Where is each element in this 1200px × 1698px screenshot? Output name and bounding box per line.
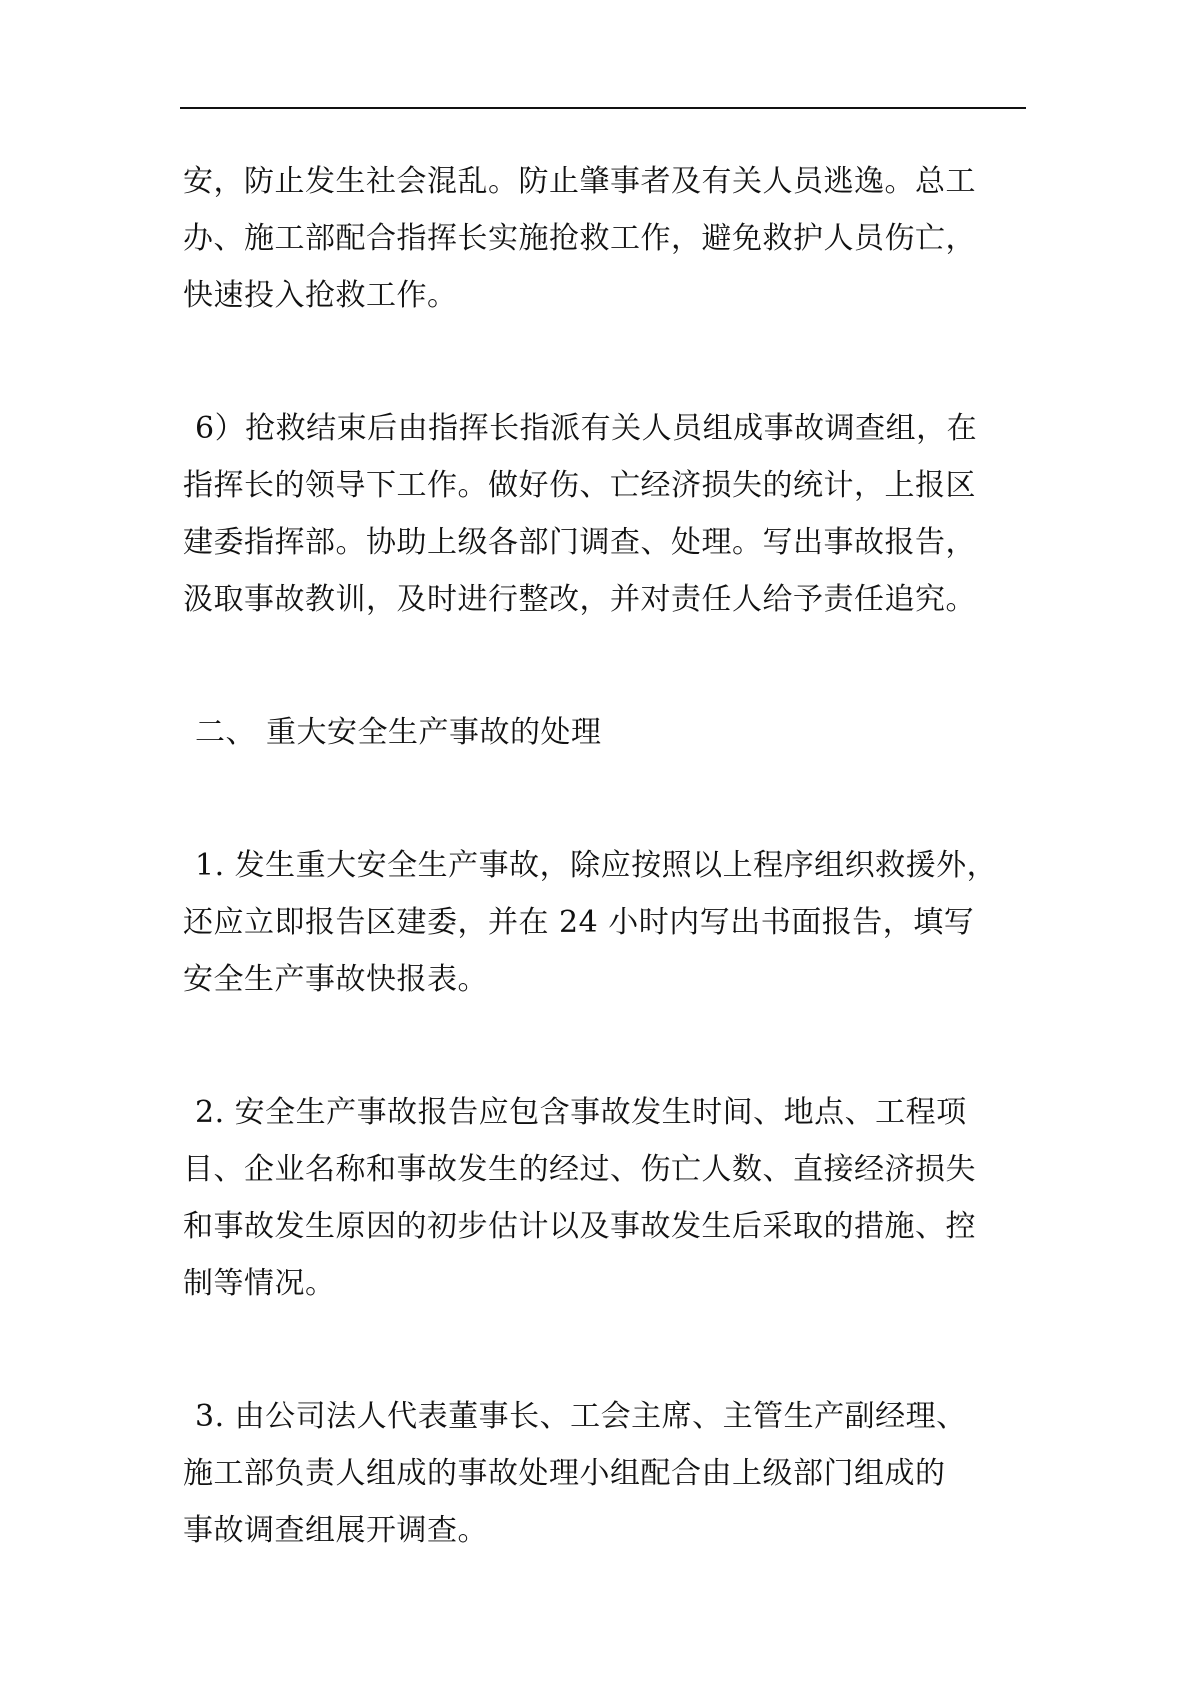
paragraph-gap bbox=[183, 628, 1025, 704]
text-line: 目、企业名称和事故发生的经过、伤亡人数、直接经济损失 bbox=[183, 1152, 976, 1187]
text-line: 制等情况。 bbox=[183, 1266, 336, 1301]
text-line: 建委指挥部。协助上级各部门调查、处理。写出事故报告， bbox=[183, 525, 976, 560]
text-line: 办、施工部配合指挥长实施抢救工作，避免救护人员伤亡， bbox=[183, 221, 976, 256]
text-line: 安，防止发生社会混乱。防止肇事者及有关人员逃逸。总工 bbox=[183, 164, 976, 199]
text-line: 6）抢救结束后由指挥长指派有关人员组成事故调查组，在 bbox=[195, 411, 978, 446]
paragraph-gap bbox=[183, 324, 1025, 400]
text-line: 施工部负责人组成的事故处理小组配合由上级部门组成的 bbox=[183, 1456, 946, 1491]
text-line: 快速投入抢救工作。 bbox=[183, 278, 458, 313]
text-line: 事故调查组展开调查。 bbox=[183, 1513, 488, 1548]
text-line: 3. 由公司法人代表董事长、工会主席、主管生产副经理、 bbox=[195, 1399, 967, 1434]
header-rule bbox=[180, 107, 1026, 109]
paragraph-gap bbox=[183, 1312, 1025, 1388]
paragraph-1 bbox=[183, 153, 1025, 324]
text-line: 指挥长的领导下工作。做好伤、亡经济损失的统计，上报区 bbox=[183, 468, 976, 503]
paragraph-gap bbox=[183, 1008, 1025, 1084]
text-line: 汲取事故教训，及时进行整改，并对责任人给予责任追究。 bbox=[183, 582, 976, 617]
document-body bbox=[183, 153, 1025, 1559]
paragraph-3 bbox=[183, 837, 1025, 1008]
text-line: 2. 安全生产事故报告应包含事故发生时间、地点、工程项 bbox=[195, 1095, 967, 1130]
text-line: 安全生产事故快报表。 bbox=[183, 962, 488, 997]
paragraph-2 bbox=[183, 400, 1025, 628]
paragraph-gap bbox=[183, 761, 1025, 837]
paragraph-5 bbox=[183, 1388, 1025, 1559]
text-line: 还应立即报告区建委，并在 24 小时内写出书面报告，填写 bbox=[183, 905, 975, 940]
paragraph-4 bbox=[183, 1084, 1025, 1312]
section-heading bbox=[183, 704, 1025, 761]
text-line: 1. 发生重大安全生产事故，除应按照以上程序组织救援外， bbox=[195, 848, 998, 883]
text-line: 和事故发生原因的初步估计以及事故发生后采取的措施、控 bbox=[183, 1209, 976, 1244]
heading-line: 二、 重大安全生产事故的处理 bbox=[195, 715, 602, 750]
